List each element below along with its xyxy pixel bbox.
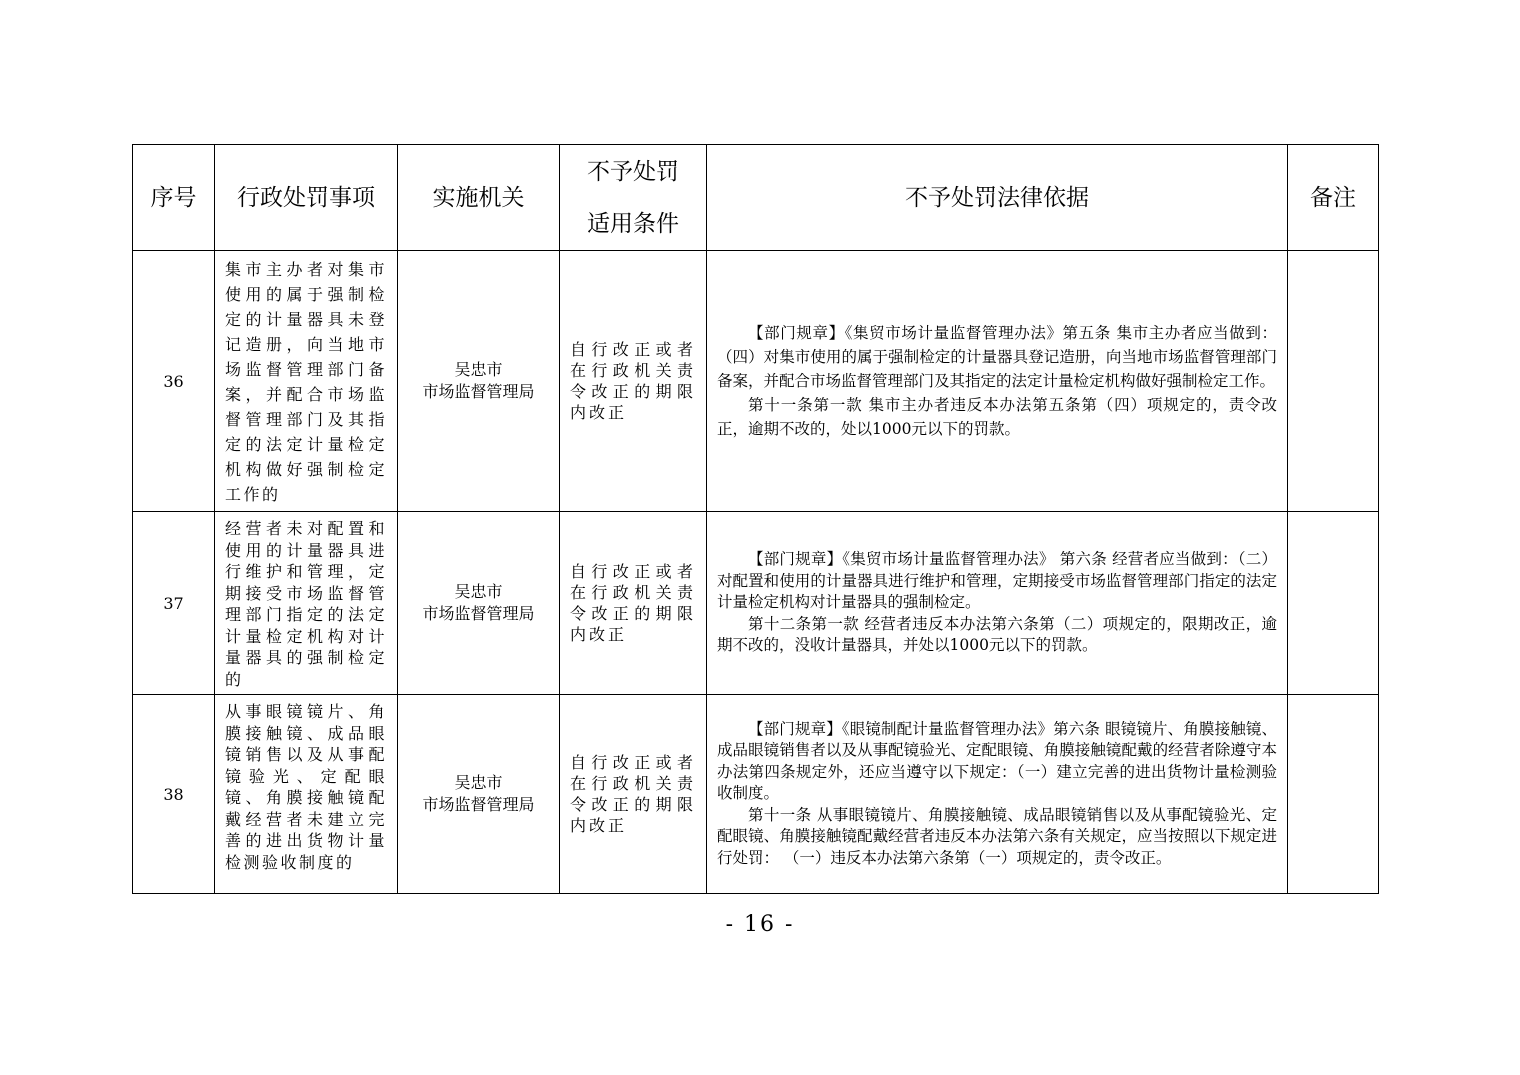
header-row: [133, 145, 1379, 251]
row-item: 从事眼镜镜片、角膜接触镜、成品眼镜销售以及从事配镜验光、定配眼镜、角膜接触镜配戴经营者未建立完善的进出货物计量检测验收制度的: [215, 695, 398, 894]
row-basis: [707, 695, 1288, 894]
header-org: 实施机关: [398, 145, 560, 251]
header-seq: 序号: [133, 145, 215, 251]
row-seq: 38: [133, 695, 215, 894]
row-org: [398, 695, 560, 894]
row-item: 经营者未对配置和使用的计量器具进行维护和管理，定期接受市场监督管理部门指定的法定计量检定机构对计量器具的强制检定的: [215, 512, 398, 695]
table-row: [133, 251, 1379, 512]
row-org-line1: 吴忠市: [454, 582, 503, 601]
row-org-line1: 吴忠市: [454, 773, 503, 792]
row-seq: 36: [133, 251, 215, 512]
row-note: [1288, 695, 1379, 894]
row-org-line1: 吴忠市: [454, 360, 503, 379]
row-note: [1288, 251, 1379, 512]
row-org: [398, 512, 560, 695]
row-basis-p1: 【部门规章】《眼镜制配计量监督管理办法》第六条 眼镜镜片、角膜接触镜、成品眼镜销售者以及从事配镜验光、定配眼镜、角膜接触镜配戴的经营者除遵守本办法第四条规定外，还应当遵守以下规定：（一）建立完善的进出货物计量检测验收制度。: [717, 719, 1277, 803]
row-org-line2: 市场监督管理局: [422, 795, 535, 814]
row-note: [1288, 512, 1379, 695]
row-basis-p1: 【部门规章】《集贸市场计量监督管理办法》第五条 集市主办者应当做到：（四）对集市使用的属于强制检定的计量器具登记造册，向当地市场监督管理部门备案，并配合市场监督管理部门及其指定的法定计量检定机构做好强制检定工作。: [717, 324, 1277, 390]
header-basis: 不予处罚法律依据: [707, 145, 1288, 251]
row-item: 集市主办者对集市使用的属于强制检定的计量器具未登记造册，向当地市场监督管理部门备案，并配合市场监督管理部门及其指定的法定计量检定机构做好强制检定工作的: [215, 251, 398, 512]
penalty-table: [132, 144, 1379, 894]
row-basis-p2: 第十一条 从事眼镜镜片、角膜接触镜、成品眼镜销售以及从事配镜验光、定配眼镜、角膜接触镜配戴经营者违反本办法第六条有关规定，应当按照以下规定进行处罚： （一）违反本办法第六条第（一）项规定的，责令改正。: [717, 805, 1277, 867]
row-org-line2: 市场监督管理局: [422, 604, 535, 623]
header-condition-line1: 不予处罚: [587, 158, 679, 185]
row-basis-p1: 【部门规章】《集贸市场计量监督管理办法》 第六条 经营者应当做到：（二） 对配置和使用的计量器具进行维护和管理，定期接受市场监督管理部门指定的法定计量检定机构对计量器具的强制检定。: [717, 550, 1277, 612]
row-basis: [707, 512, 1288, 695]
row-org-line2: 市场监督管理局: [422, 382, 535, 401]
row-condition: 自行改正或者在行政机关责令改正的期限内改正: [560, 695, 707, 894]
row-condition: 自行改正或者在行政机关责令改正的期限内改正: [560, 512, 707, 695]
row-condition: 自行改正或者在行政机关责令改正的期限内改正: [560, 251, 707, 512]
row-basis: [707, 251, 1288, 512]
row-basis-p2: 第十二条第一款 经营者违反本办法第六条第（二）项规定的，限期改正，逾期不改的，没收计量器具，并处以1000元以下的罚款。: [717, 614, 1277, 655]
header-condition-line2: 适用条件: [587, 210, 679, 237]
header-item: 行政处罚事项: [215, 145, 398, 251]
header-condition: [560, 145, 707, 251]
row-basis-p2: 第十一条第一款 集市主办者违反本办法第五条第（四）项规定的，责令改正，逾期不改的，处以1000元以下的罚款。: [717, 396, 1277, 438]
row-org: [398, 251, 560, 512]
table-row: [133, 695, 1379, 894]
header-note: 备注: [1288, 145, 1379, 251]
page-number: - 16 -: [725, 912, 795, 937]
row-seq: 37: [133, 512, 215, 695]
table-row: [133, 512, 1379, 695]
